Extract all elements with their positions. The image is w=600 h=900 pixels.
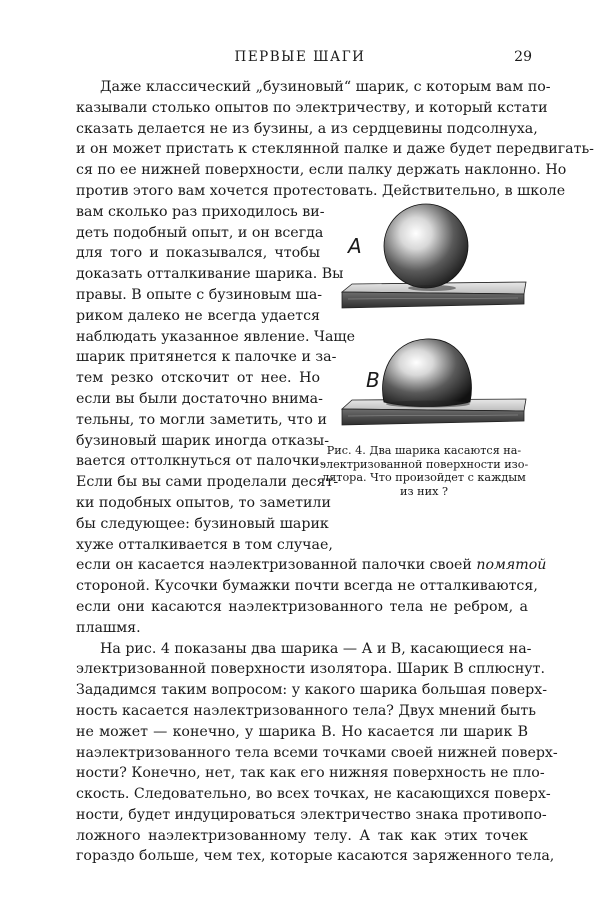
- text-line: вается оттолкнуться от палочки.: [76, 453, 325, 470]
- text-line: ности, будет индуцироваться электричество знака противопо-: [76, 806, 547, 823]
- text-line: доказать отталкивание шарика. Вы: [76, 266, 344, 283]
- text-line: если вы были достаточно внима-: [76, 390, 323, 407]
- page-header: [0, 49, 600, 69]
- text-line: хуже отталкивается в том случае,: [76, 536, 333, 553]
- text-line: бы следующее: бузиновый шарик: [76, 515, 329, 532]
- text-line: скость. Следовательно, во всех точках, не касающихся поверх-: [76, 786, 551, 803]
- text-line: вам сколько раз приходилось ви-: [76, 203, 325, 220]
- page-number: 29: [514, 49, 532, 65]
- caption-line: лятора. Что произойдет с каждым: [322, 471, 526, 485]
- text-line: ся по ее нижней поверхности, если палку держать наклонно. Но: [76, 162, 567, 179]
- text-line: ложного наэлектризованному телу. А так как этих точек: [76, 827, 528, 844]
- text-line: тельны, то могли заметить, что и: [76, 411, 327, 428]
- text-line: стороной. Кусочки бумажки почти всегда не отталкиваются,: [76, 578, 538, 595]
- text-line: Даже классический „бузиновый“ шарик, с которым вам по-: [100, 79, 551, 95]
- figure-label-a: А: [348, 234, 362, 258]
- text-line: наэлектризованного тела всеми точками своей нижней поверх-: [76, 744, 558, 761]
- text-line: наблюдать указанное явление. Чаще: [76, 328, 356, 345]
- text-line: электризованной поверхности изолятора. Шарик В сплюснут.: [76, 661, 545, 678]
- text-line: ности? Конечно, нет, так как его нижняя поверхность не пло-: [76, 765, 545, 782]
- text-line: ность касается наэлектризованного тела? Двух мнений быть: [76, 702, 536, 719]
- text-line: против этого вам хочется протестовать. Действительно, в школе: [76, 182, 566, 199]
- text-line: для того и показывался, чтобы: [76, 245, 320, 262]
- text-line: риком далеко не всегда удается: [76, 307, 320, 324]
- emphasis-word: помятой: [476, 557, 547, 574]
- text-line: Зададимся таким вопросом: у какого шарика большая поверх-: [76, 682, 548, 699]
- text-line: правы. В опыте с бузиновым ша-: [76, 286, 323, 303]
- text-line: сказать делается не из бузины, а из сердцевины подсолнуха,: [76, 120, 538, 137]
- text-line: и он может пристать к стеклянной палке и даже будет передвигать-: [76, 141, 594, 158]
- text-line: казывали столько опытов по электричеству, и который кстати: [76, 99, 548, 116]
- figure-label-b: В: [366, 368, 380, 392]
- text-line: ки подобных опытов, то заметили: [76, 494, 331, 511]
- text-line: тем резко отскочит от нее. Но: [76, 370, 320, 387]
- text-line: бузиновый шарик иногда отказы-: [76, 432, 330, 449]
- text-line: Если бы вы сами проделали десят-: [76, 474, 339, 491]
- text-line: плашмя.: [76, 619, 141, 636]
- text-line: На рис. 4 показаны два шарика — А и В, касающиеся на-: [100, 640, 532, 657]
- running-head: ПЕРВЫЕ ШАГИ: [234, 49, 366, 65]
- caption-line: электризованной поверхности изо-: [319, 457, 529, 471]
- caption-line: Рис. 4. Два шарика касаются на-: [326, 444, 522, 457]
- text-line: если они касаются наэлектризованного тела не ребром, а: [76, 598, 528, 615]
- body-text: [76, 77, 594, 867]
- text-line: гораздо больше, чем тех, которые касаются заряженного тела,: [76, 848, 555, 865]
- text-line: шарик притянется к палочке и за-: [76, 349, 337, 366]
- text-line: не может — конечно, у шарика В. Но касается ли шарик В: [76, 723, 528, 740]
- caption-line: из них ?: [400, 484, 448, 498]
- text-line: [76, 555, 547, 576]
- text-span: если он касается наэлектризованной палочки своей: [76, 557, 477, 574]
- text-line: деть подобный опыт, и он всегда: [76, 224, 324, 241]
